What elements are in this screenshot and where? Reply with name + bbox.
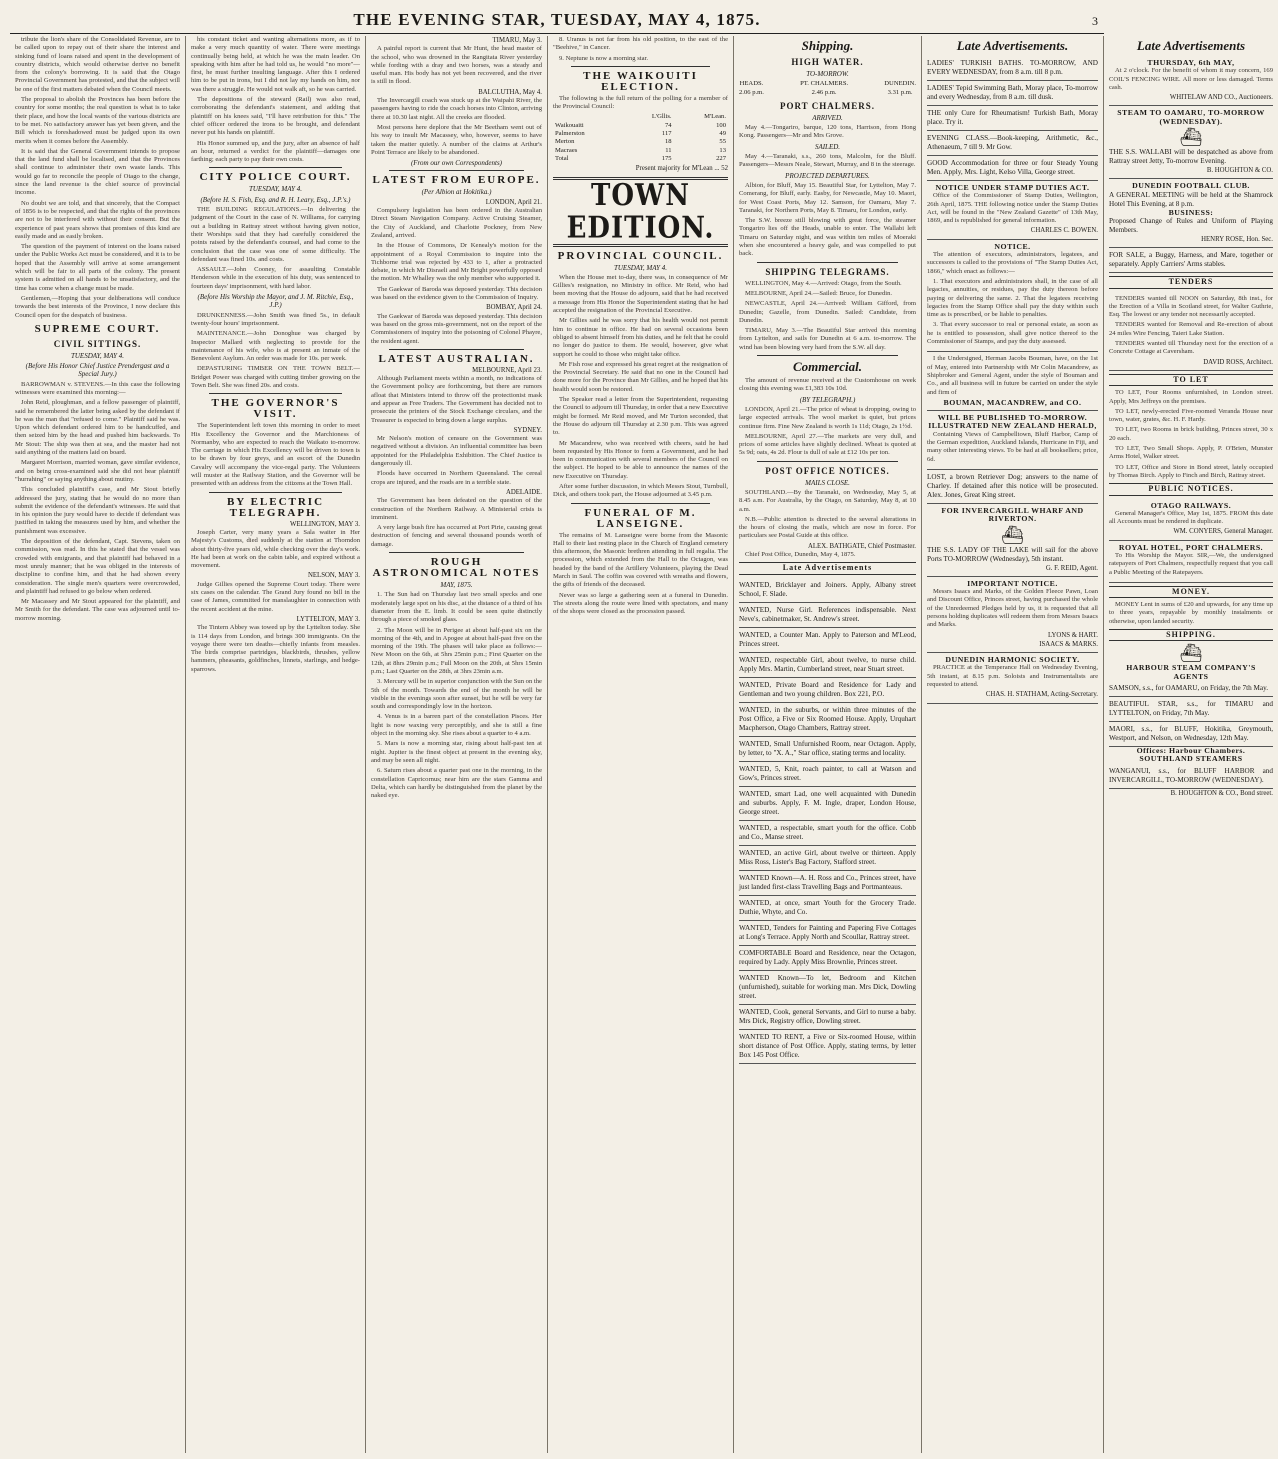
ad-for-sale: FOR SALE, a Buggy, Harness, and Mare, together or separately. Apply Carriers' Arms stables.: [1109, 248, 1273, 273]
illustrated-title: ILLUSTRATED NEW ZEALAND HERALD,: [928, 421, 1097, 431]
steamship-icon: ⛴: [1179, 643, 1203, 664]
town-edition-title: TOWN EDITION.: [566, 178, 715, 245]
invercargill-title: FOR INVERCARGILL WHARF AND RIVERTON.: [941, 505, 1084, 524]
reid-agent: G. F. REID, Agent.: [1045, 564, 1098, 572]
list-item: WANTED, respectable Girl, about twelve, to nurse child. Apply Mrs. Martin, Cumberland street, near Stuart street.: [739, 653, 916, 678]
important-body: Messrs Isaacs and Marks, of the Golden Fleece Pawn, Loan and Discount Office, Princes street, having purchased the whole of the Unredeemed Pledges held by us, it is requested that all persons holding duplicates will redeem them from Messrs Isaacs and Marks.: [927, 588, 1098, 629]
masthead: [10, 6, 1104, 34]
offices-text: Offices: Harbour Chambers.: [1136, 745, 1246, 755]
public-notices-heading: PUBLIC NOTICES.: [1109, 483, 1273, 495]
lady-of-lake: THE S.S. LADY OF THE LAKE will sail for the above Ports TO-MORROW (Wednesday), 5th instant.: [927, 545, 1098, 563]
ad-tenders: [1109, 292, 1273, 371]
ad-royal-hotel: [1109, 541, 1273, 583]
ad-important-notice: [927, 577, 1098, 653]
ad-whitelaw: [1109, 56, 1273, 106]
important-title: IMPORTANT NOTICE.: [967, 578, 1058, 588]
col1-date: TUESDAY, MAY 4.: [70, 351, 125, 360]
arrived-body: May 4.—Tongariro, barque, 120 tons, Harrison, from Hong Kong. Passengers—Mr and Mrs Grove.: [739, 124, 916, 140]
dateline-london: LONDON, April 21.: [485, 198, 542, 206]
pc-date: TUESDAY, MAY 4.: [613, 263, 668, 272]
port-chalmers-heading: PORT CHALMERS.: [779, 100, 876, 111]
timaru-date: TIMARU, May 3.: [492, 37, 542, 44]
europe-body-2: The Gaekwar of Baroda was deposed yesterday. This decision was based on the gross mis-government, not on the report of the Commissioners of inquiry into the poisoning of Colonel Phayre, the resident agent.: [371, 312, 542, 345]
list-item: WANTED, Nurse Girl. References indispensable. Next Neve's, cabinetmaker, St. Andrew's street.: [739, 603, 916, 628]
city-police-court-heading: CITY POLICE COURT.: [199, 171, 352, 184]
stamp-notice-title: NOTICE UNDER STAMP DUTIES ACT.: [935, 183, 1090, 192]
houghton-sign: B. HOUGHTON & CO.: [1206, 167, 1273, 175]
ad-lost-dog: LOST, a brown Retriever Dog; answers to the name of Charley. If detained after this notice will be prosecuted. Alex. Jones, Great King street.: [927, 470, 1098, 504]
waikouaiti-election-heading: THE WAIKOUITI ELECTION.: [583, 69, 698, 93]
ad-football: [1109, 179, 1273, 248]
latest-australian-heading: LATEST AUSTRALIAN.: [378, 352, 535, 365]
column-1: [10, 36, 186, 1453]
sailed-body: May 4.—Taranaki, s.s., 260 tons, Malcolm, for the Bluff. Passengers—Messrs Neale, Stewart, Murray, and 8 in the steerage.: [739, 153, 916, 169]
list-item: WANTED, Tenders for Painting and Papering Five Cottages at Long's Terrace. Apply North and Scoullar, Rattray street.: [739, 921, 916, 946]
stamp-notice-body: Office of the Commissioner of Stamp Duties, Wellington, 26th April, 1875. THE following notice under the Stamp Duties Act, will be found in the "New Zealand Gazette" of 13th May, 1869, and is republished for general information.: [927, 192, 1098, 225]
isaacs-marks: ISAACS & MARKS.: [1039, 640, 1098, 648]
notice-title: NOTICE.: [994, 241, 1031, 251]
football-title: DUNEDIN FOOTBALL CLUB.: [1132, 181, 1250, 191]
astronomical-notes-heading: ROUGH ASTRONOMICAL NOTES: [372, 556, 541, 580]
list-item: WANTED, Cook, general Servants, and Girl to nurse a baby. Mrs Dick, Registry office, Dowling street.: [739, 1005, 916, 1030]
list-item: WANTED, smart Lad, one well acquainted with Dunedin and suburbs. Apply, F. M. Ingle, draper, London House, George street.: [739, 787, 916, 821]
commercial-body: LONDON, April 21.—The price of wheat is dropping, owing to large expected arrivals. The wool market is quiet, but prices continue firm. Fine New Zealand is worth 1s 11d; Otago, 2s 1½d. MELBOURNE, April 27.—The markets are very dull, and prices of some articles have slightly declined. Wheat is quoted at 5s 9d; oats, 4s 2d. Flour is dull of sale at £12 10s per ton.: [739, 405, 916, 457]
ad-turkish-baths: LADIES' TURKISH BATHS. TO-MORROW, AND EVERY WEDNESDAY, from 8 a.m. till 8 p.m.: [927, 56, 1098, 81]
conyers-sign: WM. CONYERS, General Manager.: [1173, 528, 1273, 536]
civil-sittings-heading: CIVIL SITTINGS.: [53, 338, 142, 349]
ad-notice: [927, 240, 1098, 353]
ad-rheumatism: THE only Cure for Rheumatism! Turkish Bath, Moray place. Try it.: [927, 106, 1098, 131]
rose-sign: HENRY ROSE, Hon. Sec.: [1201, 235, 1273, 243]
telegraph-body-3: The Tintern Abbey was towed up by the Lyttelton today. She is 114 days from London, and brings 300 immigrants. On the voyage there were ten deaths—chiefly infants from measles. The birds comprise partridges, blackbirds, thrushes, yellow hammers, pheasants, goldfinches, linnets, starlings, and hedge-sparrows.: [191, 624, 360, 673]
ad-evening-class: EVENING CLASS.—Book-keeping, Arithmetic, &c., Athenaeum, 7 till 9. Mr Gow.: [927, 131, 1098, 156]
dateline-wellington: WELLINGTON, MAY 3.: [290, 520, 360, 528]
provincial-council-body: When the House met to-day, there was, in consequence of Mr Gillies's resignation, no Ministry in office. Mr Reid, who had been moving that the House do adjourn, said that he had received a message from His Honor the Superintendent stating that he had accepted the resignation of the Provincial Executive. Mr Gillies said he was sorry that his health would not permit him to continue in office. He had on several occasions been obliged to absent himself from his duties, and he felt that he could no longer do justice to them. He would, however, give what support he could to those who might take office. Mr Fish rose and expressed his great regret at the resignation of the Provincial Secretary. He said that no one in the Council had done more for the Province than Mr Gillies, and he hoped that his health would soon be restored. The Speaker read a letter from the Superintendent, requesting the Council to adjourn till Thursday, in order that a new Executive might be formed. Mr Reid moved, and Mr Turton seconded, that the House do adjourn till Thursday at 2.30 p.m. This was agreed to. Mr Macandrew, who was received with cheers, said he had been requested by His Honor to form a Government, and he had been in communication with several members of the Council on the subject. He hoped to be able to announce the names of the new Executive on Thursday. After some further discussion, in which Messrs Stout, Turnbull, Dick, and others took part, the House adjourned at 3.45 p.m.: [553, 273, 728, 499]
whitelaw-sign: WHITELAW AND CO., Auctioneers.: [1169, 94, 1273, 102]
sailed-heading: SAILED.: [814, 142, 841, 151]
governors-visit-heading: THE GOVERNOR'S VISIT.: [211, 397, 340, 421]
publish-title: WILL BE PUBLISHED TO-MORROW.: [937, 413, 1088, 423]
money-heading: MONEY.: [1109, 586, 1273, 598]
provincial-council-heading: PROVINCIAL COUNCIL.: [557, 249, 724, 262]
col1-sub: (Before His Honor Chief Justice Prendergast and a Special Jury.): [25, 362, 170, 379]
ad-wanganui: WANGANUI, s.s., for BLUFF HARBOR and INVERCARGILL, TO-MORROW (WEDNESDAY).: [1109, 764, 1273, 789]
column-1-body: tribute the lion's share of the Consolidated Revenue, are to be called upon to repay out of their share the interest and sinking fund of loans raised and spent in the development of country districts, which would otherwise derive no benefit from the colony's borrowing. It is said that the Otago Provincial Government has protested, and that the subject will be one of the first matters debated when the Council meets. The proposal to abolish the Provinces has been before the country for some months; the real question is what is to take their place, and how the local wants of the various districts are to be met. No satisfactory answer has yet been given, and the Bill which is foreshadowed must be judged upon its own merits when it comes before the Assembly. It is said that the General Government intends to propose that the land fund shall be localised, and that the Provinces shall continue to administer their own waste lands. This would go far to reconcile the people of Otago to the change, since the land revenue is the chief source of provincial income. No doubt we are told, and that sincerely, that the Compact of 1856 is to be respected, and that the rights of the provinces are not to be interfered with without their consent. But the experience of past years shows that promises of this kind are easily made and as easily broken. The question of the payment of interest on the loans raised under the Public Works Act must be considered, and it is to be hoped that the Assembly will arrive at some arrangement which will be fair to all parts of the colony. The present system is admitted on all hands to be unsatisfactory, and the time has come when a change must be made. Gentlemen,—Hoping that your deliberations will conduce towards the best interests of the Province, I now declare this Council open for the despatch of business.: [15, 36, 180, 319]
thursday-title: THURSDAY, 6th MAY,: [1147, 58, 1235, 67]
bouman-body: I the Undersigned, Herman Jacobs Bouman, have, on the 1st of May, entered into Partnership with Mr Colin Macandrew, as Shipbroker and General Agent, under the style of Bouman and Co., and all business will in future be carried on under the style and firm of: [927, 355, 1098, 396]
election-results-table: [553, 113, 728, 163]
telegraph-body-1: Joseph Carter, very many years a Sala waiter in Her Majesty's Customs, died suddenly at the station at Thorndon about thirty-five years old, while checking over the day's work. He had been at work on the cabin table, and expired without a movement.: [191, 528, 360, 570]
ross-sign: DAVID ROSS, Architect.: [1203, 358, 1273, 366]
stamp-notice-sign: CHARLES C. BOWEN.: [1030, 227, 1098, 235]
houghton-sign-2: B. HOUGHTON & CO., Bond street.: [1170, 789, 1273, 797]
shipping-telegrams-body: WELLINGTON, May 4.—Arrived: Otago, from the South. MELBOURNE, April 24.—Sailed: Bruce, for Dunedin. NEWCASTLE, April 24.—Arrived: William Gifford, from Dunedin; Gazelle, from Dunedin. Sailed: Candidate, from Dunedin. TIMARU, May 3.—The Beautiful Star arrived this morning from Lyttelton, and sails for Dunedin at 6 a.m. to-morrow. The wind has been blowing very hard from the S.W. all day.: [739, 279, 916, 351]
shipping-heading: Shipping.: [801, 38, 854, 53]
electric-telegraph-heading: BY ELECTRIC TELEGRAPH.: [226, 495, 325, 519]
harmonic-body: PRACTICE at the Temperance Hall on Wednesday Evening, 5th instant, at 8.15 p.m. Soloists and Instrumentalists are requested to attend.: [927, 664, 1098, 689]
list-item: WANTED, a respectable, smart youth for the office. Cobb and Co., Manse street.: [739, 821, 916, 846]
late-ads-7-heading: Late Advertisements: [1136, 38, 1246, 53]
candidate-b-name: M'Lean.: [704, 113, 726, 121]
list-item: WANTED, Private Board and Residence for Lady and Gentleman and two young children. Box 221, P.O.: [739, 678, 916, 703]
to-let-heading: TO LET: [1109, 374, 1273, 386]
dateline-melbourne: MELBOURNE, April 23.: [472, 366, 542, 374]
column-3: [366, 36, 548, 1453]
column-container: [10, 36, 1273, 1453]
steamship-icon: ⛴: [1001, 524, 1024, 545]
governors-visit-body: The Superintendent left town this morning in order to meet His Excellency the Governor and the Marchioness of Normanby, who are expected to reach the Waikato to-morrow. The carriage in which His Excellency will be driven to town is to be drawn by four greys, and an escort of the Dunedin Cavalry will accompany the vice-regal party. The Volunteers will muster at the Railway Station, and the Governor will be presented with an address from the citizens at the Town Hall.: [191, 422, 360, 488]
southland-title: SOUTHLAND STEAMERS: [1139, 754, 1243, 764]
supreme-court-heading: SUPREME COURT.: [34, 322, 161, 335]
ad-accommodation: GOOD Accommodation for three or four Steady Young Men. Apply, Mrs. Light, Kelso Villa, George street.: [927, 156, 1098, 181]
illustrated-body: Containing Views of Campbelltown, Bluff Harbor, Camp of the German expedition, Auckland Islands, Hurricane in Fiji, and many other interesting views. To be had at all booksellers; price, 6d.: [927, 430, 1098, 463]
lyons-hart: LYONS & HART.: [1048, 631, 1098, 639]
commercial-telegraph: (BY TELEGRAPH.): [799, 395, 856, 404]
wallabi-body: THE S.S. WALLABI will be despatched as above from Rattray street Jetty, To-morrow Evening.: [1109, 148, 1273, 166]
list-item: WANTED, 5, Knit, roach painter, to call at Watson and Gow's, Princes street.: [739, 762, 916, 787]
police-body-1: THE BUILDING REGULATIONS.—In delivering the judgment of the Court in the case of N. Williams, for carrying out a building in Rattray street without having given notice, their Worships said that they had carefully considered the points raised by the defendant's counsel, and had come to the conclusion that the case was one of some difficulty. The defendant was fined 10s. and costs. ASSAULT.—John Cooney, for assaulting Constable Henderson while in the execution of his duty, was sentenced to fourteen days' imprisonment, with hard labor.: [191, 206, 360, 290]
col3-top: A painful report is current that Mr Hunt, the head master of the school, who was drowned in the Rangitata River yesterday while fording with a dray and two horses, was a steady and useful man. His body has not yet been recovered, and the river is still in flood.: [371, 45, 542, 86]
ad-steam-oamaru: [1109, 106, 1273, 179]
table-row: Merton 18 55: [555, 138, 726, 146]
projected-heading: PROJECTED DEPARTURES.: [785, 171, 870, 180]
dateline-bombay: BOMBAY, April 24.: [486, 304, 542, 312]
list-item: WANTED Known—A. H. Ross and Co., Princes street, have just landed first-class Travelling Bags and Portmanteaus.: [739, 871, 916, 896]
wanted-ads-list: [739, 578, 916, 1064]
tide-heads: HEADS. 2.06 p.m.: [739, 80, 764, 96]
election-intro: The following is the full return of the polling for a member of the Provincial Council:: [553, 94, 728, 111]
harmonic-title: DUNEDIN HARMONIC SOCIETY.: [945, 655, 1080, 665]
late-ads-heading: Late Advertisements: [739, 562, 916, 574]
tenders-body: TENDERS wanted till NOON on Saturday, 8th inst., for the Erection of a Villa in Scotland street, for Walter Guthrie, Esq. The lowest or any tender not necessarily accepted. TENDERS wanted for Removal and Re-erection of about 24 miles Wire Fencing, Taieri Lake Station. TENDERS wanted till Thursday next for the erection of a Concrete Cottage at Caversham.: [1109, 294, 1273, 356]
column-2: [186, 36, 366, 1453]
ad-stamp-notice: [927, 181, 1098, 240]
telegraph-body-2: Judge Gillies opened the Supreme Court today. There were six cases on the calendar. The Grand Jury found no bill in the case of James, committed for manslaughter in connection with the recent accident at the mine.: [191, 580, 360, 613]
harbour-title: HARBOUR STEAM COMPANY'S AGENTS: [1126, 663, 1256, 681]
tenders-heading: TENDERS: [1109, 276, 1273, 288]
column-7: [1104, 36, 1278, 1453]
steamship-icon: ⛴: [1179, 127, 1203, 148]
projected-body: Albion, for Bluff, May 15. Beautiful Star, for Lyttelton, May 7. Comerang, for Bluff, early. Easby, for Newcastle, May 10. Maori, for West Coast Ports, May 12. Samson, for Oamaru, May 7. Taranaki, for Northern Ports, May 8. Timaru, for London, early. The S.W. breeze still blowing with great force, the steamer Tongariro lies off the Heads, unable to enter. The Wallabi left Timaru on Saturday night, and was within ten miles of Moeraki when she encountered a heavy gale, and was compelled to put back.: [739, 181, 916, 258]
shipping-7-heading: SHIPPING.: [1109, 629, 1273, 641]
australian-body-1: Although Parliament meets within a month, no indications of the Government policy are forthcoming, but there are rumors afloat that Ministers intend to throw off the protectionist mask and appear as Free Traders. The Government has decided not to prosecute the printers of the Stock Exchange circulars, and the Treasurer is expected to bring down a large surplus.: [371, 375, 542, 424]
general-meeting: A GENERAL MEETING will be held at the Shamrock Hotel This Evening, at 8 p.m.: [1109, 190, 1273, 208]
tide-dunedin: DUNEDIN. 3.31 p.m.: [884, 80, 916, 96]
list-item: WANTED, Small Unfurnished Room, near Octagon. Apply, by letter, to "X. A.," Star office, stating terms and locality.: [739, 737, 916, 762]
arrived-heading: ARRIVED.: [812, 113, 843, 122]
post-office-body: SOUTHLAND.—By the Taranaki, on Wednesday, May 5, at 8.45 a.m. For Australia, by the Otago, on Saturday, May 8, at 10 a.m. N.B.—Public attention is directed to the several alterations in the hours of closing the mails, which are now in force. For particulars see Postal Guide at this office.: [739, 488, 916, 540]
list-item: WANTED, an active Girl, about twelve or thirteen. Apply Miss Ross, Lister's Bag Factory, Stafford street.: [739, 846, 916, 871]
dateline-lyttelton: LYTTELTON, MAY 3.: [296, 615, 360, 623]
bouman-firm: BOUMAN, MACANDREW, and CO.: [943, 397, 1082, 407]
whitelaw-body: At 2 o'clock. For the benefit of whom it may concern, 169 COIL'S FENCING WIRE. All more or less damaged. Terms cash.: [1109, 67, 1273, 91]
table-row: Macraes 11 13: [555, 146, 726, 154]
railways-body: General Manager's Office, May 1st, 1875. FROM this date all Accounts must be rendered in duplicate.: [1109, 509, 1273, 526]
col4-top: 8. Uranus is not far from his old position, to the east of the "Beehive," in Cancer. 9. Neptune is now a morning star.: [553, 36, 728, 62]
masthead-title: THE EVENING STAR, TUESDAY, MAY 4, 1875.: [353, 10, 761, 29]
ad-maori: MAORI, s.s., for BLUFF, Hokitika, Greymouth, Westport, and Nelson, on Wednesday, 12th May.: [1109, 722, 1273, 747]
statham-sign: CHAS. H. STATHAM, Acting-Secretary.: [985, 691, 1098, 699]
ad-beautiful-star: BEAUTIFUL STAR, s.s., for TIMARU and LYTTELTON, on Friday, 7th May.: [1109, 697, 1273, 722]
po-sign: ALEX. BATHGATE, Chief Postmaster.: [808, 542, 916, 550]
australian-body-3: The Government has been defeated on the question of the construction of the Northern Railway. A Ministerial crisis is imminent. A very large bush fire has occurred at Port Pirie, causing great destruction of fencing and several thousand pounds worth of damage.: [371, 497, 542, 548]
to-let-body: TO LET, Four Rooms unfurnished, in London street. Apply, Mrs Jeffreys on the premises. TO LET, newly-erected Five-roomed Veranda House near town, water, grates, &c. H. F. Hardy. TO LET, two Rooms in brick building, Princes street, 30 x 20 each. TO LET, Two Small Shops. Apply, P. O'Brien, Munster Arms Hotel, Walker street. TO LET, Office and Store in Bond street, lately occupied by Thomas Birch. Apply to Finch and Birch, Rattray street.: [1109, 389, 1273, 479]
supreme-court-body: BARROWMAN v. STEVENS.—In this case the following witnesses were examined this morning:— John Reid, ploughman, and a fellow passenger of plaintiff, said he remembered the latter being asked by the defendant if he was the man that "refused to come." Plaintiff said he was. Upon which defendant ordered him to be handcuffed, and then seized him by the head and pushed him backwards. To Mr Stout: The ship was then at sea, and the master had not said anything of the matters laid on board. Margaret Morrison, married woman, gave similar evidence, and on being cross-examined said she did not hear plaintiff "hurrahing" or saying anything about mutiny. This concluded plaintiff's case, and Mr Stout briefly addressed the jury, stating that he would do no more than submit the evidence of the defendant's witnesses. He said that in his opinion the jury would have to decide if defendant was justified in taking the measures used by him, and whether the punishment was excessive. The deposition of the defendant, Capt. Stevens, taken on commission, was read. In this he stated that the vessel was crowded with emigrants, and that plaintiff had behaved in a most unruly manner; that he was obliged in the interests of discipline to confine him, and that he had shown every consideration. The single men's quarters were overcrowded, and plaintiff had refused to go below when ordered. Mr Macassey and Mr Stout appeared for the plaintiff, and Mr Smith for the defendant. The case was adjourned until to-morrow morning.: [15, 380, 180, 622]
column-4: [548, 36, 734, 1453]
ad-railways: [1109, 499, 1273, 541]
astronomical-body: 1. The Sun had on Thursday last two small specks and one moderately large spot on his disc, at the distance of a third of his diameter from the E. limb. It could be seen quite distinctly through a piece of smoked glass. 2. The Moon will be in Perigee at about half-past six on the morning of the 4th, and in Apogee at about half-past five on the morning of the 19th. The phases will take place as follows:—New Moon on the 6th, at 5hrs 25min p.m.; First Quarter on the 12th, at 8hrs 29min p.m.; Full Moon on the 20th, at 5hrs 15min p.m.; Last Quarter on the 28th, at 3hrs 23min a.m. 3. Mercury will be in superior conjunction with the Sun on the 5th of the month. Towards the end of the month he will be visible in the evenings soon after sunset, but he will be very far south and correspondingly low in the horizon. 4. Venus is in a barren part of the constellation Pisces. Her light is now waxing very perceptibly, and she is still a fine object in the morning sky. She rises about a quarter to 4 a.m. 5. Mars is now a morning star, rising about half-past ten at night. Jupiter is the finest object at present in the evening sky, and may be seen all night. 6. Saturn rises about a quarter past one in the morning, in the constellation Capricornus; near him are the stars Gamma and Delta, which can hardly be distinguished from the planet by the naked eye.: [371, 591, 542, 800]
per-albion: (Per Albion at Hokitika.): [421, 188, 492, 197]
post-office-heading: POST OFFICE NOTICES.: [765, 465, 890, 476]
election-header-row: [553, 113, 728, 121]
column-6: [922, 36, 1104, 1453]
business-label: BUSINESS:: [1168, 207, 1214, 217]
money-body: MONEY Lent in sums of £20 and upwards, for any time up to three years, repayable by monthly instalments or otherwise, upon landed security.: [1109, 601, 1273, 625]
col3-body-a: The Invercargill coach was stuck up at the Waipahi River, the passengers having to ride the coach horses into Clinton, arriving there at 10.30 last night. All the creeks are flooded. Most persons here deplore that the Mr Beetham went out of his way to insult Mr Macassey, who, however, seems to have taken the matter quietly. A number of the claims at Arthur's Point Terrace are likely to be abandoned.: [371, 97, 542, 156]
list-item: WANTED TO RENT, a Five or Six-roomed House, within short distance of Post Office. Apply, stating terms, by letter Box 145 Post Office.: [739, 1030, 916, 1064]
police-body-2: DRUNKENNESS.—John Smith was fined 5s., in default twenty-four hours' imprisonment. MAINTENANCE.—John Donoghue was charged by Inspector Mallard with neglecting to provide for the maintenance of his wife, who is at present an inmate of the Benevolent Asylum. An order was made for 10s. per week. DEPASTURING TIMBER ON THE TOWN BELT.—Bridget Power was charged with cutting timber growing on the Town Belt. She was fined 20s. and costs.: [191, 311, 360, 389]
dateline-sydney: SYDNEY.: [513, 426, 542, 434]
royal-hotel-title: ROYAL HOTEL, PORT CHALMERS.: [1118, 542, 1264, 552]
notice-body: The attention of executors, administrators, legatees, and successors is called to the provisions of "The Stamp Duties Act, 1866," which enact as follows:— 1. That executors and administrators shall, in the case of all legacies, annuities, or residues, pay the duty thereon before paying or delivering the same. 2. That the legatees receiving legacies from the Stamp Office shall pay the duty within such time as is prescribed, or be liable to penalties. 3. That every successor to real or personal estate, as soon as he is entitled to possession, shall give notice thereof to the Commissioner of Stamps, and pay the duty assessed.: [927, 251, 1098, 346]
tide-tomorrow: TO-MORROW.: [806, 70, 849, 78]
funeral-body: The remains of M. Lanseigne were borne from the Masonic Hall to their last resting place in the Church of England cemetery this afternoon, the Masonic brethren attending in full regalia. The procession, which extended from the Hall to the Octagon, was headed by the band of the Artillery Volunteers, playing the Dead March in Saul. The coffin was covered with wreaths and flowers, the gifts of friends of the deceased. Never was so large a gathering seen at a funeral in Dunedin. The streets along the route were lined with spectators, and many of the shops were closed as the procession passed.: [553, 531, 728, 616]
list-item: WANTED, a Counter Man. Apply to Paterson and M'Leod, Princes street.: [739, 628, 916, 653]
page-number: 3: [1092, 14, 1098, 28]
table-row: Palmerston 117 49: [555, 130, 726, 138]
ad-bouman: [927, 352, 1098, 411]
astro-sub: MAY, 1875.: [440, 581, 473, 590]
australian-body-2: Mr Nelson's motion of censure on the Government was negatived without a division. An influential committee has been appointed for the Philadelphia Exhibition. The Chief Justice is dangerously ill. Floods have occurred in Northern Queensland. The cereal crops are injured, and the roads are in a terrible state.: [371, 435, 542, 486]
list-item: WANTED Known—To let, Bedroom and Kitchen (unfurnished), suitable for working man. Mrs Dick, Dowling street.: [739, 971, 916, 1005]
po-date: Chief Post Office, Dunedin, May 4, 1875.: [745, 551, 856, 559]
latest-europe-heading: LATEST FROM EUROPE.: [372, 174, 541, 187]
tide-port-chalmers: PT. CHALMERS. 2.46 p.m.: [800, 80, 849, 96]
list-item: WANTED, in the suburbs, or within three minutes of the Post Office, a Five or Six Roomed House. Apply, Urquhart Macpherson, Otago Chambers, Rattray street.: [739, 703, 916, 737]
list-item: WANTED, Bricklayer and Joiners. Apply, Albany street School, F. Slade.: [739, 578, 916, 603]
commercial-intro: The amount of revenue received at the Customhouse on week closing this evening was £1,383 10s 10d.: [739, 377, 916, 393]
commercial-heading: Commercial.: [793, 359, 862, 375]
column-5: [734, 36, 922, 1453]
europe-body-1: Compulsory legislation has been ordered in the Australian Direct Steam Navigation Company. Active Cruising Steamer, the City of Auckland, and Charlotte Pockney, from New Zealand, arrived. In the House of Commons, Dr Kenealy's motion for the appointment of a Royal Commission to inquire into the Tichborne trial was rejected by 433 to 1, after a protracted debate, in which Mr Disraeli and Mr Bright powerfully opposed the motion. Mr Whalley was the only member who supported it. The Gaekwar of Baroda was deposed yesterday. This decision was based on the evidence given to the Commission of Inquiry.: [371, 207, 542, 302]
list-item: COMFORTABLE Board and Residence, near the Octagon, required by Lady. Apply Miss Brownlie, Princes street.: [739, 946, 916, 971]
table-row: Waikouaiti 74 100: [555, 121, 726, 129]
shipping-telegrams-heading: SHIPPING TELEGRAMS.: [765, 266, 890, 277]
police-sub1: (Before H. S. Fish, Esq. and R. H. Leary, Esq., J.P.'s.): [200, 195, 351, 204]
election-majority: Present majority for M'Lean ... 52: [635, 165, 728, 173]
funeral-heading: FUNERAL OF M. LANSEIGNE.: [584, 506, 697, 530]
column-2-top: his constant ticket and wanting alternations more, as if to make a very much quantity of water. There were meetings continually being held, at which he was the main leader. On speaking with him after he had told us, he would "no more"—first, he must further insulting language. After this I ordered him to be put in irons, but I did not lay my hands on him, nor was there a struggle. He would not walk aft, so he was carried. The depositions of the steward (Rail) was also read, corroborating the defendant's statement, and adding that plaintiff on his knees said, "I'll have retribution for this." The chief officer ordered the irons to be brought, and defendant never put his hands on plaintiff. His Honor summed up, and the jury, after an absence of half an hour, returned a verdict for the plaintiff—damages one farthing; each party to pay their own costs.: [191, 36, 360, 164]
election-total-row: Total 175 227: [555, 154, 726, 162]
list-item: WANTED, at once, smart Youth for the Grocery Trade. Duthie, Whyte, and Co.: [739, 896, 916, 921]
railways-title: OTAGO RAILWAYS.: [1150, 500, 1232, 510]
ad-samson: SAMSON, s.s., for OAMARU, on Friday, the 7th May.: [1109, 681, 1273, 697]
candidate-a-name: L'Gllis.: [651, 113, 672, 121]
late-ads-6-heading: Late Advertisements.: [956, 38, 1069, 53]
ad-publish: [927, 411, 1098, 470]
police-date: TUESDAY, MAY 4.: [248, 185, 303, 194]
ad-invercargill: [927, 504, 1098, 577]
rules-text: Proposed Change of Rules and Uniform of Playing Members.: [1109, 216, 1273, 234]
tide-table: [739, 80, 916, 97]
steam-title: STEAM TO OAMARU, TO-MORROW (WEDNESDAY).: [1117, 108, 1265, 126]
mails-close: MAILS CLOSE.: [805, 478, 850, 487]
ad-tepid-bath: LADIES' Tepid Swimming Bath, Moray place, To-morrow and every Wednesday, from 8 a.m. till dusk.: [927, 81, 1098, 106]
high-water-heading: HIGH WATER.: [791, 57, 864, 67]
police-sub2: (Before His Worship the Mayor, and J. M. Ritchie, Esq., J.P.): [197, 293, 354, 310]
dateline-nelson: NELSON, MAY 3.: [308, 572, 360, 580]
ad-harmonic: [927, 653, 1098, 703]
balclutha-date: BALCLUTHA, May 4.: [478, 88, 542, 96]
dateline-adelaide: ADELAIDE.: [505, 488, 542, 496]
own-correspondents: (From our own Correspondents): [410, 159, 503, 168]
royal-hotel-body: To His Worship the Mayor. SIR,—We, the undersigned ratepayers of Port Chalmers, respectfully request that you call a Public Meeting of the Ratepayers.: [1109, 551, 1273, 576]
